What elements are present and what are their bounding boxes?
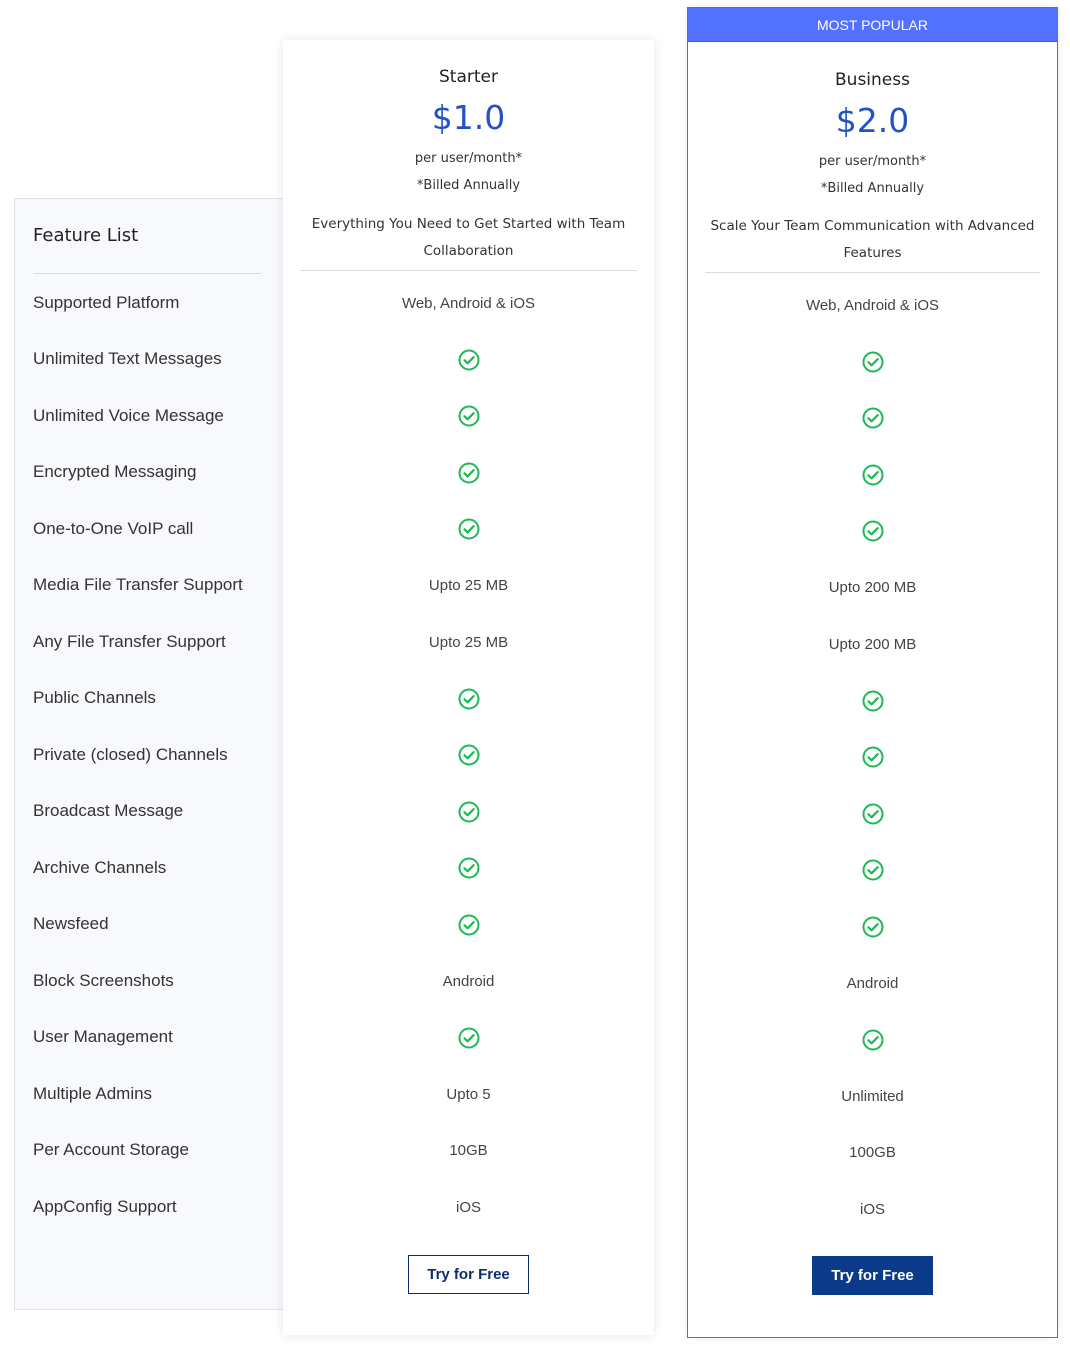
plan-per-user: per user/month* <box>818 154 927 169</box>
plan-description: Scale Your Team Communication with Advanced Features <box>710 218 1035 261</box>
plan-billed: *Billed Annually <box>416 178 521 193</box>
try-for-free-button[interactable]: Try for Free <box>812 1256 933 1295</box>
feature-item-encrypted-messaging: Encrypted Messaging <box>33 462 197 481</box>
plan-price: $1.0 <box>431 98 506 137</box>
plan-value-text: Upto 25 MB <box>428 577 509 594</box>
plan-name: Business <box>835 70 910 90</box>
check-icon <box>688 856 1057 884</box>
feature-item-voip-call: One-to-One VoIP call <box>33 519 194 538</box>
feature-item-unlimited-text: Unlimited Text Messages <box>33 349 222 368</box>
feature-list-panel <box>14 198 286 1310</box>
feature-item-media-file-transfer: Media File Transfer Support <box>33 575 243 594</box>
plan-value-text: iOS <box>859 1200 885 1218</box>
feature-item-public-channels: Public Channels <box>33 688 156 707</box>
plan-value-text: 100GB <box>849 1144 896 1161</box>
try-for-free-button[interactable]: Try for Free <box>408 1255 529 1294</box>
feature-list-divider <box>33 273 261 274</box>
check-icon <box>688 517 1057 545</box>
feature-item-appconfig-support: AppConfig Support <box>33 1197 177 1216</box>
check-icon <box>283 741 654 769</box>
check-icon <box>688 743 1057 771</box>
feature-item-unlimited-voice: Unlimited Voice Message <box>33 406 224 425</box>
feature-item-archive-channels: Archive Channels <box>33 858 167 877</box>
feature-item-multiple-admins: Multiple Admins <box>33 1084 153 1103</box>
check-icon <box>283 911 654 939</box>
feature-item-broadcast-message: Broadcast Message <box>33 801 184 820</box>
check-icon <box>688 800 1057 828</box>
check-icon <box>283 515 654 543</box>
plan-value-text: Upto 25 MB <box>428 633 509 651</box>
check-icon <box>283 346 654 374</box>
plan-divider <box>300 270 637 271</box>
plan-value-text: Upto 5 <box>446 1085 491 1103</box>
feature-item-block-screenshots: Block Screenshots <box>33 971 174 990</box>
feature-list-title: Feature List <box>33 225 139 246</box>
plan-card-business <box>687 7 1058 1338</box>
plan-value-text: Web, Android & iOS <box>401 294 536 312</box>
feature-item-supported-platform: Supported Platform <box>33 293 180 312</box>
plan-value-text: Unlimited <box>841 1087 904 1105</box>
check-icon <box>688 404 1057 432</box>
plan-billed: *Billed Annually <box>820 181 925 196</box>
check-icon <box>283 1024 654 1052</box>
check-icon <box>283 854 654 882</box>
plan-value-text: Android <box>846 974 899 992</box>
plan-description: Everything You Need to Get Started with Team Collaboration <box>311 216 626 259</box>
plan-card-starter <box>283 40 654 1335</box>
feature-item-newsfeed: Newsfeed <box>33 914 109 933</box>
feature-item-user-management: User Management <box>33 1027 173 1046</box>
plan-value-text: Web, Android & iOS <box>805 296 940 314</box>
plan-value-text: Upto 200 MB <box>828 635 917 653</box>
check-icon <box>283 459 654 487</box>
plan-price: $2.0 <box>835 101 910 140</box>
plan-divider <box>705 272 1040 273</box>
feature-item-any-file-transfer: Any File Transfer Support <box>33 632 226 651</box>
check-icon <box>688 1026 1057 1054</box>
check-icon <box>688 348 1057 376</box>
plan-value-text: iOS <box>455 1198 481 1216</box>
check-icon <box>688 461 1057 489</box>
check-icon <box>283 402 654 430</box>
check-icon <box>688 913 1057 941</box>
plan-value-text: Upto 200 MB <box>828 579 917 596</box>
plan-value-text: 10GB <box>449 1142 488 1159</box>
plan-name: Starter <box>439 67 498 87</box>
feature-item-account-storage: Per Account Storage <box>33 1140 189 1159</box>
most-popular-badge: MOST POPULAR <box>688 8 1057 42</box>
plan-per-user: per user/month* <box>414 151 523 166</box>
plan-value-text: Android <box>442 972 495 990</box>
check-icon <box>283 685 654 713</box>
feature-item-private-channels: Private (closed) Channels <box>33 745 228 764</box>
check-icon <box>283 798 654 826</box>
check-icon <box>688 687 1057 715</box>
